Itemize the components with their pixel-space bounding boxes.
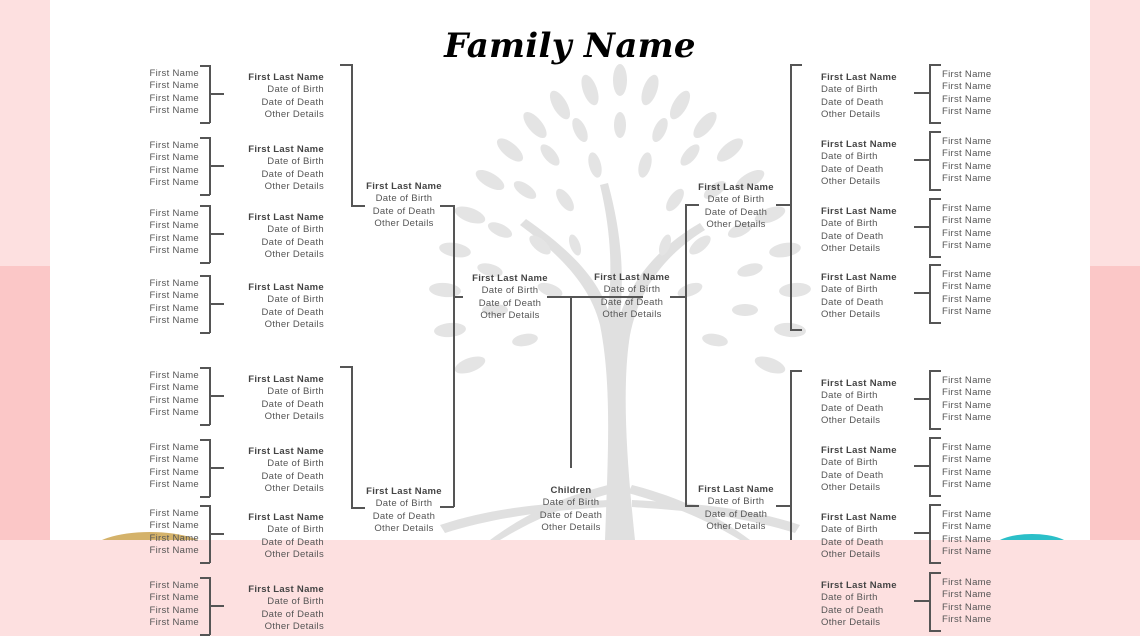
first-name: First Name (942, 533, 992, 545)
connector-line (929, 504, 941, 506)
person-name: First Last Name (248, 584, 324, 595)
first-name: First Name (942, 442, 992, 453)
connector-line (200, 634, 210, 636)
first-name: First Name (149, 616, 199, 628)
first-name: First Name (942, 293, 992, 305)
right-great-grandparent-7 (821, 512, 897, 561)
left-siblings-group-6 (150, 442, 199, 491)
person-other: Other Details (821, 481, 881, 493)
connector-line (440, 506, 454, 508)
person-birth: Date of Birth (821, 84, 878, 96)
person-name: Children (550, 485, 592, 496)
person-name: First Last Name (366, 486, 442, 497)
person-birth: Date of Birth (267, 156, 324, 168)
connector-line (929, 64, 941, 66)
connector-line (776, 204, 791, 206)
person-birth: Date of Birth (821, 457, 878, 469)
first-name: First Name (149, 532, 199, 544)
first-name: First Name (149, 104, 199, 116)
person-birth: Date of Birth (821, 524, 878, 536)
connector-line (210, 93, 224, 95)
first-name: First Name (149, 278, 199, 289)
connector-line (200, 496, 210, 498)
person-death: Date of Death (261, 608, 324, 620)
first-name: First Name (942, 601, 992, 613)
person-other: Other Details (602, 308, 662, 320)
connector-line (929, 256, 941, 258)
first-name: First Name (149, 68, 199, 79)
person-birth: Date of Birth (821, 390, 878, 402)
first-name: First Name (942, 281, 992, 293)
person-birth: Date of Birth (707, 496, 765, 508)
connector-line (914, 600, 930, 602)
first-name: First Name (942, 545, 992, 557)
person-death: Date of Death (372, 510, 436, 522)
person-death: Date of Death (821, 296, 884, 308)
person-birth: Date of Birth (821, 592, 878, 604)
person-name: First Last Name (698, 484, 774, 495)
person-birth: Date of Birth (267, 84, 324, 96)
person-name: First Last Name (821, 445, 897, 456)
person-death: Date of Death (539, 509, 603, 521)
first-name: First Name (942, 375, 992, 386)
first-name: First Name (149, 314, 199, 326)
first-name: First Name (149, 220, 199, 232)
person-death: Date of Death (261, 236, 324, 248)
person-birth: Date of Birth (267, 224, 324, 236)
right-great-grandparent-2 (821, 139, 897, 188)
first-name: First Name (942, 478, 992, 490)
connector-line (929, 572, 931, 630)
person-name: First Last Name (821, 72, 897, 83)
person-other: Other Details (264, 410, 324, 422)
right-great-grandparent-1 (821, 72, 897, 121)
children-entry (501, 485, 641, 534)
connector-line (200, 262, 210, 264)
connector-line (929, 437, 931, 495)
first-name: First Name (149, 520, 199, 532)
person-death: Date of Death (821, 604, 884, 616)
left-siblings-group-2 (150, 140, 199, 189)
person-death: Date of Death (821, 163, 884, 175)
person-death: Date of Death (704, 206, 768, 218)
connector-line (929, 264, 941, 266)
right-great-grandparent-5 (821, 378, 897, 427)
person-name: First Last Name (366, 181, 442, 192)
connector-line (929, 198, 941, 200)
family-name-title: Family Name (444, 26, 696, 66)
first-name: First Name (942, 239, 992, 251)
left-great-grandparent-7 (248, 512, 324, 561)
first-name: First Name (942, 136, 992, 147)
person-birth: Date of Birth (707, 194, 765, 206)
person-other: Other Details (374, 217, 434, 229)
left-siblings-group-7 (150, 508, 199, 557)
person-death: Date of Death (600, 296, 664, 308)
person-birth: Date of Birth (267, 458, 324, 470)
right-siblings-group-2 (942, 136, 991, 185)
person-birth: Date of Birth (821, 151, 878, 163)
right-siblings-group-3 (942, 203, 991, 252)
left-siblings-group-8 (150, 580, 199, 629)
left-great-grandparent-5 (248, 374, 324, 423)
left-great-grandparent-4 (248, 282, 324, 331)
connector-line (929, 572, 941, 574)
connector-line (929, 122, 941, 124)
connector-line (570, 296, 572, 468)
first-name: First Name (942, 466, 992, 478)
first-name: First Name (149, 544, 199, 556)
right-great-grandparent-8 (821, 580, 897, 629)
person-death: Date of Death (821, 402, 884, 414)
person-name: First Last Name (821, 272, 897, 283)
first-name: First Name (149, 370, 199, 381)
connector-line (790, 370, 792, 540)
first-name: First Name (942, 613, 992, 625)
first-name: First Name (149, 466, 199, 478)
first-name: First Name (942, 305, 992, 317)
first-name: First Name (942, 577, 992, 588)
connector-line (210, 395, 224, 397)
person-death: Date of Death (261, 398, 324, 410)
person-other: Other Details (821, 308, 881, 320)
connector-line (210, 533, 224, 535)
left-great-grandparent-6 (248, 446, 324, 495)
person-death: Date of Death (261, 168, 324, 180)
person-death: Date of Death (372, 205, 436, 217)
first-name: First Name (149, 290, 199, 302)
connector-line (210, 467, 224, 469)
person-birth: Date of Birth (375, 193, 433, 205)
connector-line (200, 122, 210, 124)
teal-circle-decoration (992, 534, 1072, 540)
right-siblings-group-8 (942, 577, 991, 626)
person-death: Date of Death (704, 508, 768, 520)
first-name: First Name (942, 411, 992, 423)
person-death: Date of Death (821, 469, 884, 481)
connector-line (914, 465, 930, 467)
right-siblings-group-7 (942, 509, 991, 558)
right-siblings-group-5 (942, 375, 991, 424)
connector-line (914, 92, 930, 94)
person-death: Date of Death (821, 96, 884, 108)
connector-line (914, 532, 930, 534)
right-great-grandparent-3 (821, 206, 897, 255)
first-name: First Name (942, 521, 992, 533)
person-name: First Last Name (821, 512, 897, 523)
person-death: Date of Death (821, 230, 884, 242)
connector-line (440, 205, 454, 207)
person-name: First Last Name (248, 144, 324, 155)
person-death: Date of Death (478, 297, 542, 309)
person-name: First Last Name (248, 212, 324, 223)
right-great-grandparent-6 (821, 445, 897, 494)
person-other: Other Details (541, 521, 601, 533)
connector-line (914, 226, 930, 228)
first-name: First Name (942, 69, 992, 80)
person-death: Date of Death (261, 96, 324, 108)
first-name: First Name (149, 164, 199, 176)
connector-line (929, 562, 941, 564)
first-name: First Name (942, 589, 992, 601)
person-other: Other Details (821, 242, 881, 254)
first-name: First Name (149, 92, 199, 104)
connector-line (790, 64, 792, 330)
connector-line (929, 370, 931, 428)
connector-line (929, 630, 941, 632)
first-name: First Name (942, 105, 992, 117)
connector-line (670, 296, 686, 298)
connector-line (790, 370, 802, 372)
connector-line (914, 292, 930, 294)
connector-line (200, 332, 210, 334)
person-birth: Date of Birth (821, 218, 878, 230)
person-name: First Last Name (248, 512, 324, 523)
connector-line (929, 437, 941, 439)
first-name: First Name (149, 580, 199, 591)
first-name: First Name (149, 80, 199, 92)
person-other: Other Details (264, 248, 324, 260)
person-other: Other Details (821, 414, 881, 426)
left-siblings-group-1 (150, 68, 199, 117)
first-name: First Name (942, 215, 992, 227)
person-other: Other Details (821, 548, 881, 560)
first-name: First Name (942, 93, 992, 105)
first-name: First Name (942, 269, 992, 280)
person-name: First Last Name (821, 139, 897, 150)
connector-line (210, 605, 224, 607)
first-name: First Name (942, 227, 992, 239)
first-name: First Name (149, 478, 199, 490)
person-birth: Date of Birth (603, 284, 661, 296)
right-grandparent-1 (666, 182, 806, 231)
person-birth: Date of Birth (267, 294, 324, 306)
right-siblings-group-1 (942, 69, 991, 118)
first-name: First Name (942, 399, 992, 411)
connector-line (914, 159, 930, 161)
left-siblings-group-5 (150, 370, 199, 419)
right-siblings-group-4 (942, 269, 991, 318)
first-name: First Name (149, 152, 199, 164)
connector-line (929, 504, 931, 562)
person-other: Other Details (821, 616, 881, 628)
first-name: First Name (149, 244, 199, 256)
connector-line (929, 189, 941, 191)
left-great-grandparent-3 (248, 212, 324, 261)
first-name: First Name (942, 203, 992, 214)
person-death: Date of Death (261, 470, 324, 482)
person-birth: Date of Birth (267, 386, 324, 398)
connector-line (210, 233, 224, 235)
first-name: First Name (149, 442, 199, 453)
connector-line (200, 424, 210, 426)
person-name: First Last Name (594, 272, 670, 283)
connector-line (200, 562, 210, 564)
first-name: First Name (149, 454, 199, 466)
first-name: First Name (149, 394, 199, 406)
first-name: First Name (942, 160, 992, 172)
connector-line (200, 194, 210, 196)
first-name: First Name (942, 509, 992, 520)
person-other: Other Details (264, 482, 324, 494)
person-name: First Last Name (248, 72, 324, 83)
first-name: First Name (149, 406, 199, 418)
connector-line (685, 204, 687, 506)
connector-line (929, 131, 931, 189)
person-name: First Last Name (698, 182, 774, 193)
person-death: Date of Death (821, 536, 884, 548)
first-name: First Name (942, 172, 992, 184)
left-siblings-group-4 (150, 278, 199, 327)
person-other: Other Details (480, 309, 540, 321)
first-name: First Name (149, 508, 199, 519)
connector-line (929, 64, 931, 122)
first-name: First Name (149, 232, 199, 244)
left-great-grandparent-1 (248, 72, 324, 121)
person-other: Other Details (264, 318, 324, 330)
person-other: Other Details (821, 175, 881, 187)
person-other: Other Details (264, 620, 324, 632)
connector-line (453, 205, 455, 507)
person-other: Other Details (374, 522, 434, 534)
connector-line (929, 131, 941, 133)
person-other: Other Details (264, 180, 324, 192)
connector-line (929, 370, 941, 372)
first-name: First Name (942, 81, 992, 93)
first-name: First Name (149, 302, 199, 314)
first-name: First Name (149, 382, 199, 394)
connector-line (914, 398, 930, 400)
person-other: Other Details (264, 548, 324, 560)
left-parent (440, 273, 580, 322)
right-grandparent-2 (666, 484, 806, 533)
first-name: First Name (149, 140, 199, 151)
connector-line (929, 198, 931, 256)
connector-line (929, 322, 941, 324)
person-birth: Date of Birth (267, 596, 324, 608)
person-other: Other Details (264, 108, 324, 120)
right-siblings-group-6 (942, 442, 991, 491)
first-name: First Name (149, 176, 199, 188)
connector-line (210, 165, 224, 167)
first-name: First Name (942, 148, 992, 160)
left-great-grandparent-8 (248, 584, 324, 633)
person-birth: Date of Birth (481, 285, 539, 297)
connector-line (929, 264, 931, 322)
person-birth: Date of Birth (821, 284, 878, 296)
person-name: First Last Name (472, 273, 548, 284)
first-name: First Name (149, 592, 199, 604)
person-name: First Last Name (821, 580, 897, 591)
connector-line (776, 505, 791, 507)
first-name: First Name (149, 208, 199, 219)
connector-line (790, 329, 802, 331)
right-great-grandparent-4 (821, 272, 897, 321)
left-great-grandparent-2 (248, 144, 324, 193)
connector-line (929, 495, 941, 497)
person-death: Date of Death (261, 536, 324, 548)
person-name: First Last Name (248, 446, 324, 457)
person-death: Date of Death (261, 306, 324, 318)
first-name: First Name (942, 387, 992, 399)
person-birth: Date of Birth (267, 524, 324, 536)
person-birth: Date of Birth (542, 497, 600, 509)
person-other: Other Details (706, 218, 766, 230)
person-other: Other Details (821, 108, 881, 120)
first-name: First Name (149, 604, 199, 616)
connector-line (790, 64, 802, 66)
left-siblings-group-3 (150, 208, 199, 257)
person-name: First Last Name (821, 206, 897, 217)
person-other: Other Details (706, 520, 766, 532)
connector-line (929, 428, 941, 430)
person-name: First Last Name (821, 378, 897, 389)
person-birth: Date of Birth (375, 498, 433, 510)
person-name: First Last Name (248, 374, 324, 385)
first-name: First Name (942, 454, 992, 466)
person-name: First Last Name (248, 282, 324, 293)
connector-line (210, 303, 224, 305)
